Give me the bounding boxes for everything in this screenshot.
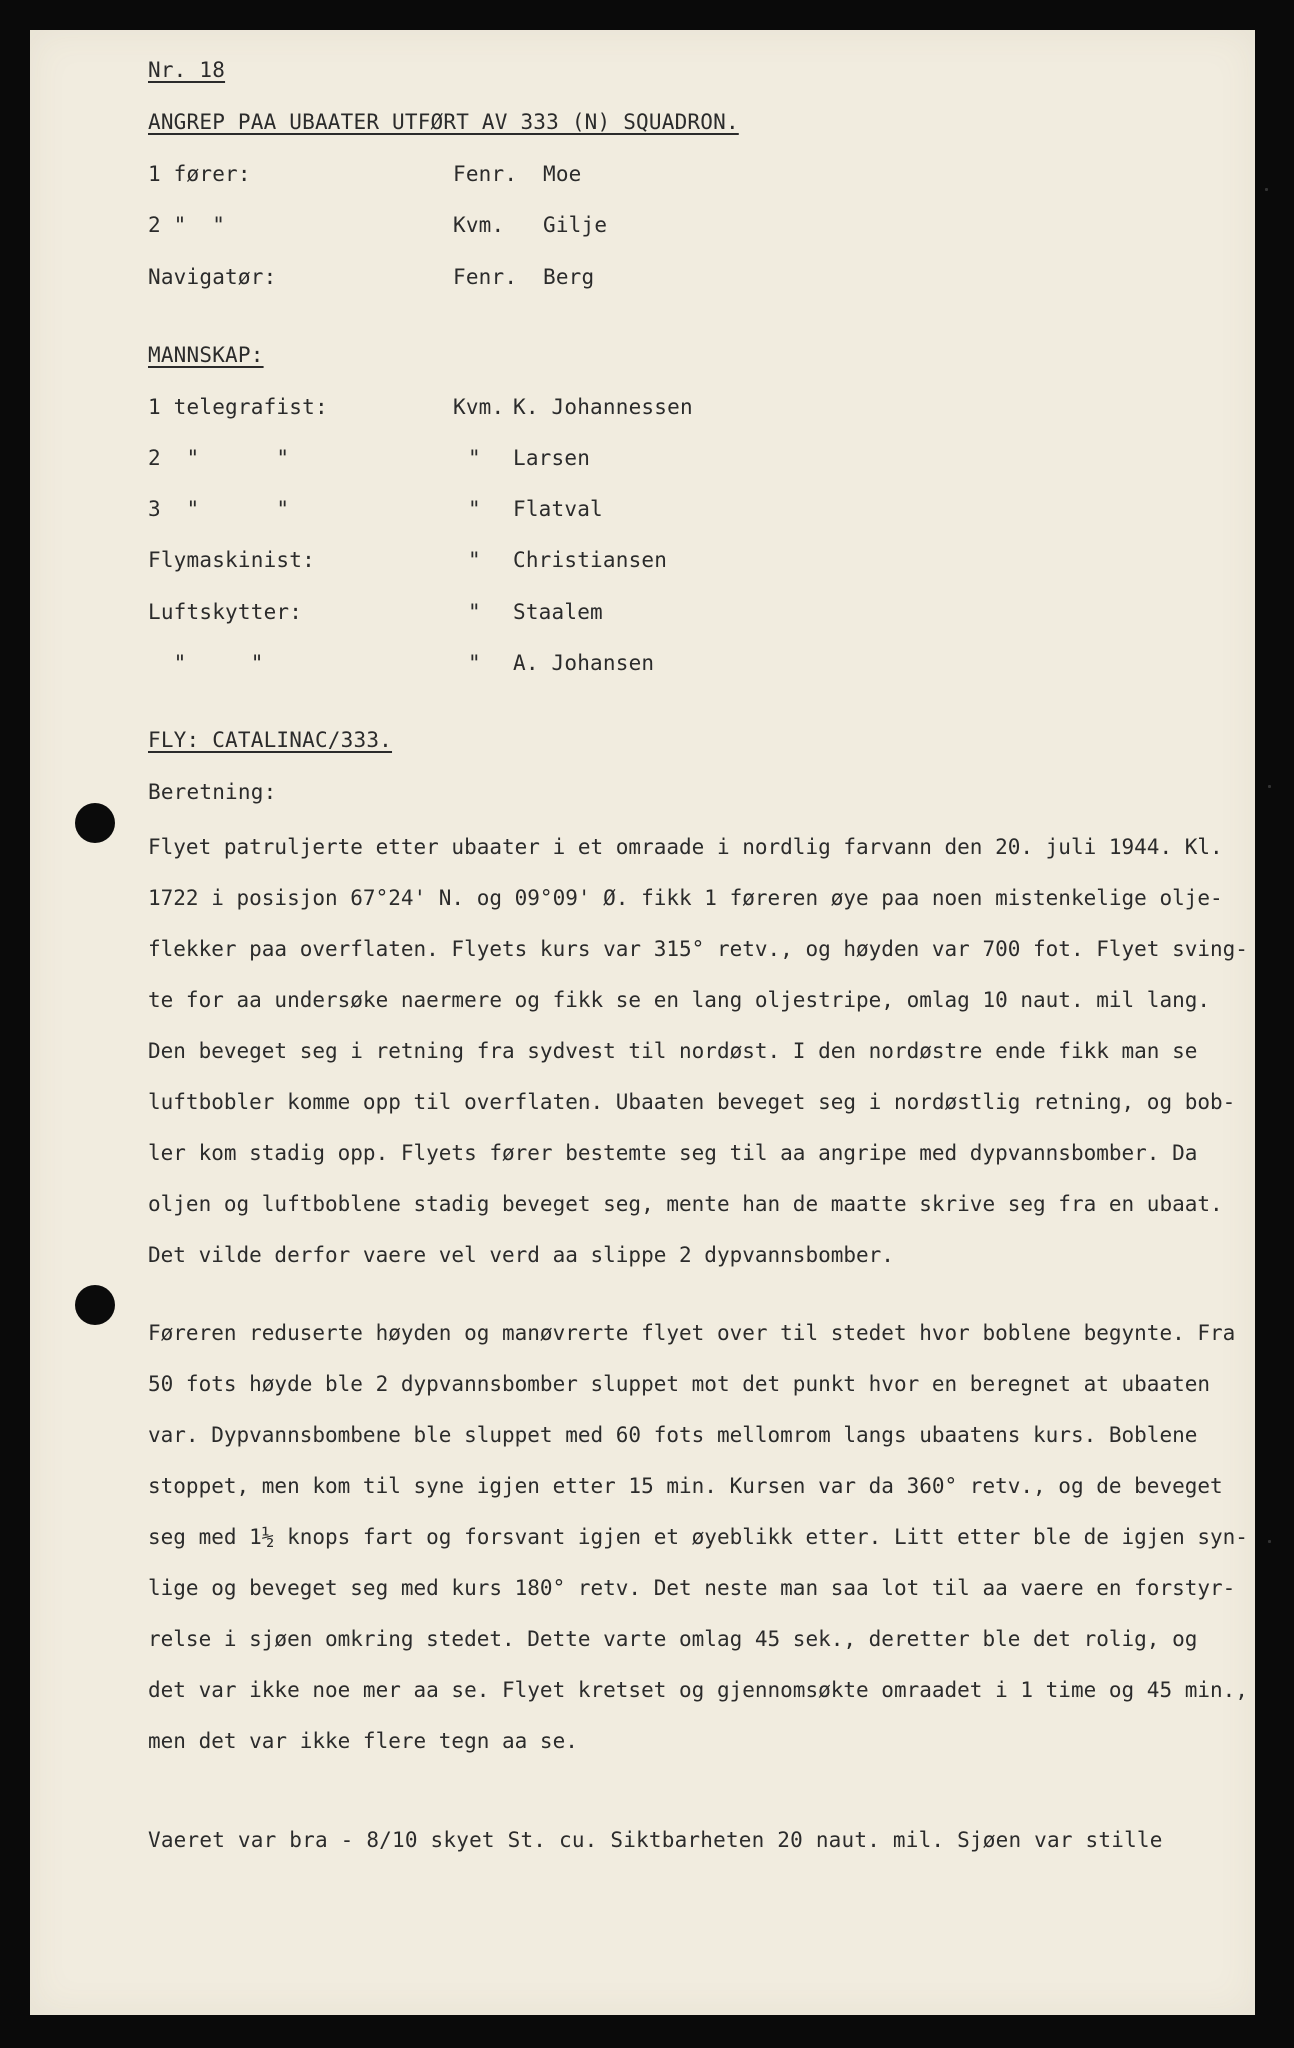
report-line: 50 fots høyde ble 2 dypvannsbomber sluppet mot det punkt hvor en beregnet at ubaaten (148, 1372, 1211, 1396)
mannskap-role: Flymaskinist: (148, 548, 315, 572)
report-line: Den beveget seg i retning fra sydvest til nordøst. I den nordøstre ende fikk man se (148, 1039, 1198, 1063)
mannskap-name: Larsen (513, 446, 591, 470)
mannskap-heading: MANNSKAP: (148, 343, 264, 367)
report-line: det var ikke noe mer aa se. Flyet kretset og gjennomsøkte omraadet i 1 time og 45 min., (148, 1678, 1248, 1702)
crew-rank: Fenr. (453, 162, 518, 186)
crew-rank: Fenr. (453, 265, 518, 289)
report-line: var. Dypvannsbombene ble sluppet med 60 fots mellomrom langs ubaatens kurs. Boblene (148, 1423, 1198, 1447)
mannskap-rank: " (468, 651, 481, 675)
report-line: oljen og luftboblene stadig beveget seg, mente han de maatte skrive seg fra en ubaat. (148, 1192, 1223, 1216)
report-label: Beretning: (148, 780, 277, 804)
document-page (30, 30, 1255, 2015)
scan-speck-icon (1265, 188, 1268, 191)
report-line: luftbobler komme opp til overflaten. Ubaaten beveget seg i nordøstlig retning, og bob- (148, 1090, 1236, 1114)
punch-hole-icon (75, 803, 115, 843)
crew-name: Berg (543, 265, 595, 289)
mannskap-role: 3 " " (148, 497, 290, 521)
report-line: ler kom stadig opp. Flyets fører bestemte seg til aa angripe med dypvannsbomber. Da (148, 1141, 1198, 1165)
report-line: seg med 1½ knops fart og forsvant igjen et øyeblikk etter. Litt etter ble de igjen syn- (148, 1525, 1248, 1549)
report-line: relse i sjøen omkring stedet. Dette varte omlag 45 sek., deretter ble det rolig, og (148, 1627, 1198, 1651)
mannskap-rank: " (468, 548, 481, 572)
crew-rank: Kvm. (453, 213, 505, 237)
report-line: 1722 i posisjon 67°24' N. og 09°09' Ø. fikk 1 føreren øye paa noen mistenkelige olje- (148, 886, 1223, 910)
document-title: ANGREP PAA UBAATER UTFØRT AV 333 (N) SQUADRON. (148, 110, 739, 134)
report-line: stoppet, men kom til syne igjen etter 15 min. Kursen var da 360° retv., og de beveget (148, 1474, 1223, 1498)
report-paragraph-1 (148, 822, 1248, 1281)
scan-speck-icon (1268, 785, 1271, 788)
weather-line: Vaeret var bra - 8/10 skyet St. cu. Siktbarheten 20 naut. mil. Sjøen var stille (148, 1828, 1163, 1852)
mannskap-role: " " (148, 651, 264, 675)
mannskap-rank: " (468, 497, 481, 521)
mannskap-name: A. Johansen (513, 651, 655, 675)
mannskap-name: Flatval (513, 497, 603, 521)
report-line: Flyet patruljerte etter ubaater i et omraade i nordlig farvann den 20. juli 1944. Kl. (148, 835, 1223, 859)
report-line: Det vilde derfor vaere vel verd aa slippe 2 dypvannsbomber. (148, 1243, 894, 1267)
report-line: flekker paa overflaten. Flyets kurs var 315° retv., og høyden var 700 fot. Flyet sving- (148, 937, 1248, 961)
punch-hole-icon (75, 1285, 115, 1325)
mannskap-role: 2 " " (148, 446, 290, 470)
crew-name: Moe (543, 162, 582, 186)
mannskap-role: 1 telegrafist: (148, 395, 328, 419)
mannskap-name: K. Johannessen (513, 395, 693, 419)
crew-role: Navigatør: (148, 265, 277, 289)
crew-name: Gilje (543, 213, 608, 237)
crew-role: 1 fører: (148, 162, 251, 186)
mannskap-name: Staalem (513, 600, 603, 624)
report-paragraph-2 (148, 1308, 1248, 1767)
aircraft-heading: FLY: CATALINAC/333. (148, 728, 393, 752)
mannskap-rank: " (468, 600, 481, 624)
mannskap-rank: Kvm. (453, 395, 505, 419)
scan-speck-icon (1268, 1540, 1271, 1543)
report-line: lige og beveget seg med kurs 180° retv. Det neste man saa lot til aa vaere en forstyr- (148, 1576, 1236, 1600)
crew-role: 2 " " (148, 213, 226, 237)
document-number: Nr. 18 (148, 58, 226, 82)
report-line: men det var ikke flere tegn aa se. (148, 1729, 578, 1753)
mannskap-rank: " (468, 446, 481, 470)
report-line: te for aa undersøke naermere og fikk se en lang oljestripe, omlag 10 naut. mil lang. (148, 988, 1211, 1012)
mannskap-name: Christiansen (513, 548, 668, 572)
report-line: Føreren reduserte høyden og manøvrerte flyet over til stedet hvor boblene begynte. Fra (148, 1321, 1236, 1345)
mannskap-role: Luftskytter: (148, 600, 303, 624)
